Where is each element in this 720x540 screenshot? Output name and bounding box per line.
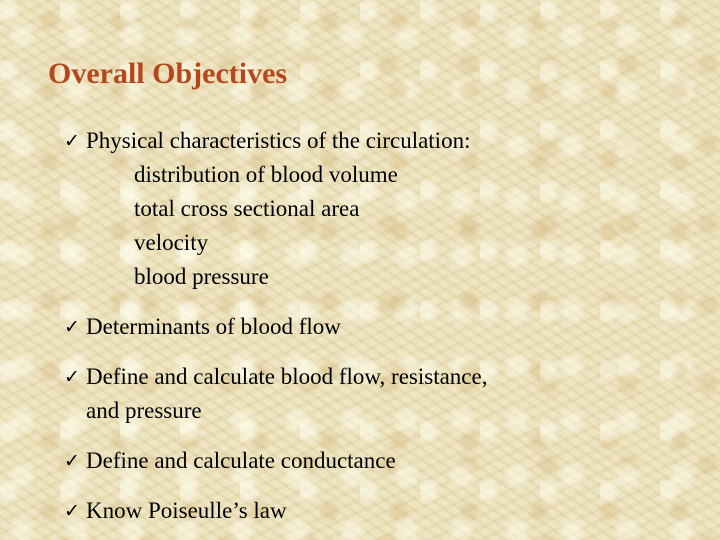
slide-title: Overall Objectives	[48, 57, 288, 90]
objective-text: Define and calculate conductance	[86, 448, 396, 473]
objective-item	[64, 494, 684, 528]
sub-item-list	[86, 158, 684, 294]
objective-text: Physical characteristics of the circulation:	[86, 128, 471, 153]
sub-item: total cross sectional area	[134, 196, 360, 221]
objective-text-continuation: and pressure	[86, 398, 202, 423]
checkmark-icon: ✓	[64, 130, 80, 152]
sub-item: distribution of blood volume	[134, 162, 398, 187]
objective-item	[64, 124, 684, 294]
objective-item	[64, 360, 684, 428]
sub-item: velocity	[134, 230, 209, 255]
objective-item	[64, 310, 684, 344]
checkmark-icon: ✓	[64, 450, 80, 472]
objective-text: Determinants of blood flow	[86, 314, 341, 339]
checkmark-icon: ✓	[64, 366, 80, 388]
checkmark-icon: ✓	[64, 500, 80, 522]
objective-item	[64, 444, 684, 478]
checkmark-icon: ✓	[64, 316, 80, 338]
sub-item: blood pressure	[134, 264, 269, 289]
objective-text: Know Poiseulle’s law	[86, 498, 287, 523]
objective-text: Define and calculate blood flow, resistance,	[86, 364, 488, 389]
objectives-list	[64, 124, 684, 528]
